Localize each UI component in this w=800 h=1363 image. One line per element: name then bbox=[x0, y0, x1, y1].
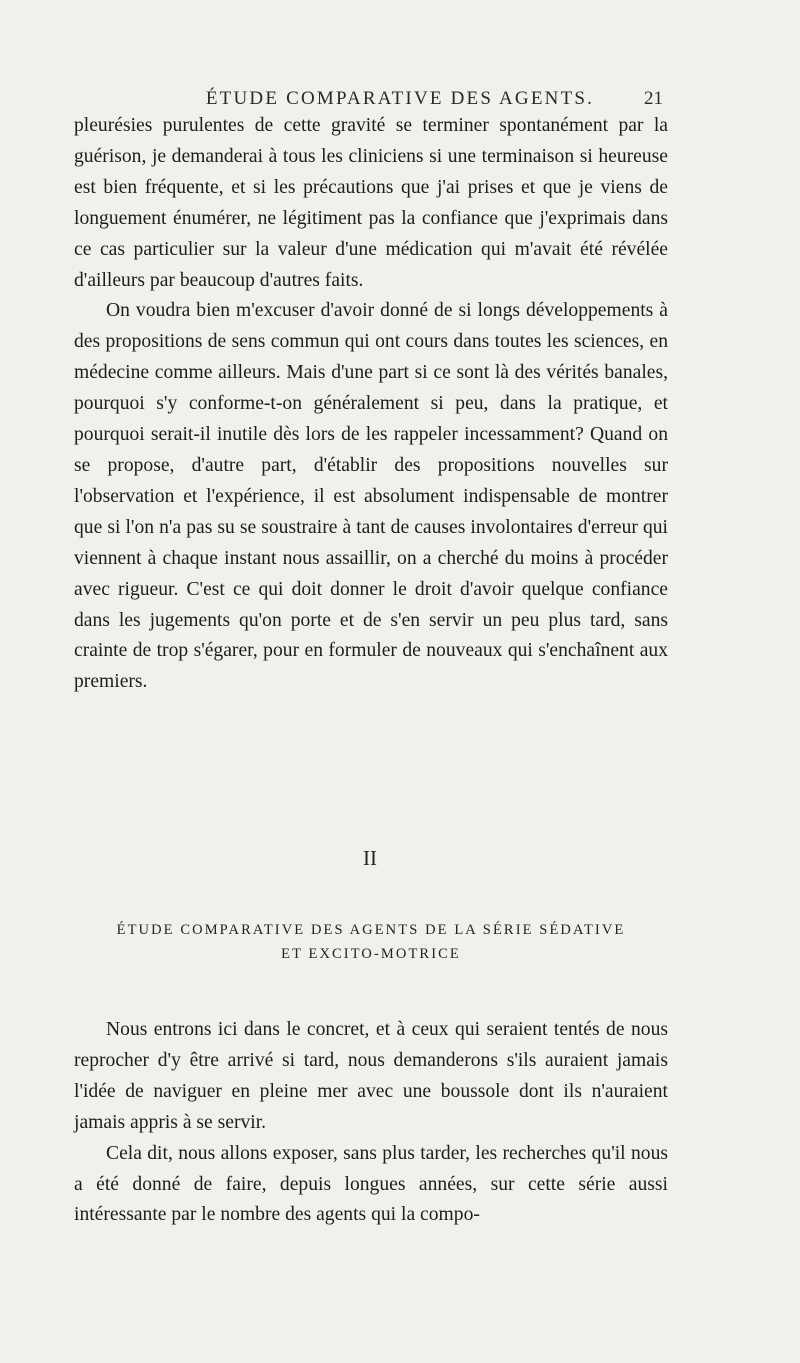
section-title-line: ET EXCITO-MOTRICE bbox=[281, 946, 461, 962]
section-title-line: ÉTUDE COMPARATIVE DES AGENTS DE LA SÉRIE SÉDATIVE bbox=[116, 922, 626, 938]
section-title bbox=[74, 918, 668, 966]
paragraph: On voudra bien m'excuser d'avoir donné de si longs développements à des propositions de sens commun qui ont cours dans toutes les sciences, en médecine comme ailleurs. Mais d'une part si ce sont là des vérités banales, pourquoi s'y conforme-t-on généralement si peu, dans la pratique, et pourquoi serait-il inutile dès lors de les rappeler incessamment? Quand on se propose, d'autre part, d'établir des propositions nouvelles sur l'observation et l'expérience, il est absolument indispensable de montrer que si l'on n'a pas su se soustraire à tant de causes involontaires d'erreur qui viennent à chaque instant nous assaillir, on a cherché du moins à procéder avec rigueur. C'est ce qui doit donner le droit d'avoir quelque confiance dans les jugements qu'on porte et de s'en servir un peu plus tard, sans crainte de trop s'égarer, pour en formuler de nouveaux qui s'enchaînent aux premiers. bbox=[74, 300, 668, 693]
running-header: ÉTUDE COMPARATIVE DES AGENTS. bbox=[205, 88, 595, 109]
paragraph: pleurésies purulentes de cette gravité se terminer spontanément par la guérison, je demanderai à tous les cliniciens si une terminaison si heureuse est bien fréquente, et si les précautions que j'ai prises et que je viens de longuement énumérer, ne légitiment pas la confiance que j'exprimais dans ce cas particulier sur la valeur d'une médication qui m'avait été révélée d'ailleurs par beaucoup d'autres faits. bbox=[74, 115, 668, 291]
body-text-top bbox=[74, 111, 668, 698]
body-text-bottom bbox=[74, 1015, 668, 1231]
paragraph: Cela dit, nous allons exposer, sans plus tarder, les recherches qu'il nous a été donné de faire, depuis longues années, sur cette série aussi intéressante par le nombre des agents qui la compo- bbox=[74, 1142, 668, 1226]
paragraph: Nous entrons ici dans le concret, et à ceux qui seraient tentés de nous reprocher d'y être arrivé si tard, nous demanderons s'ils auraient jamais l'idée de naviguer en pleine mer avec une boussole dont ils n'auraient jamais appris à se servir. bbox=[74, 1019, 668, 1133]
page-number: 21 bbox=[644, 88, 663, 109]
section-number: II bbox=[363, 846, 377, 870]
